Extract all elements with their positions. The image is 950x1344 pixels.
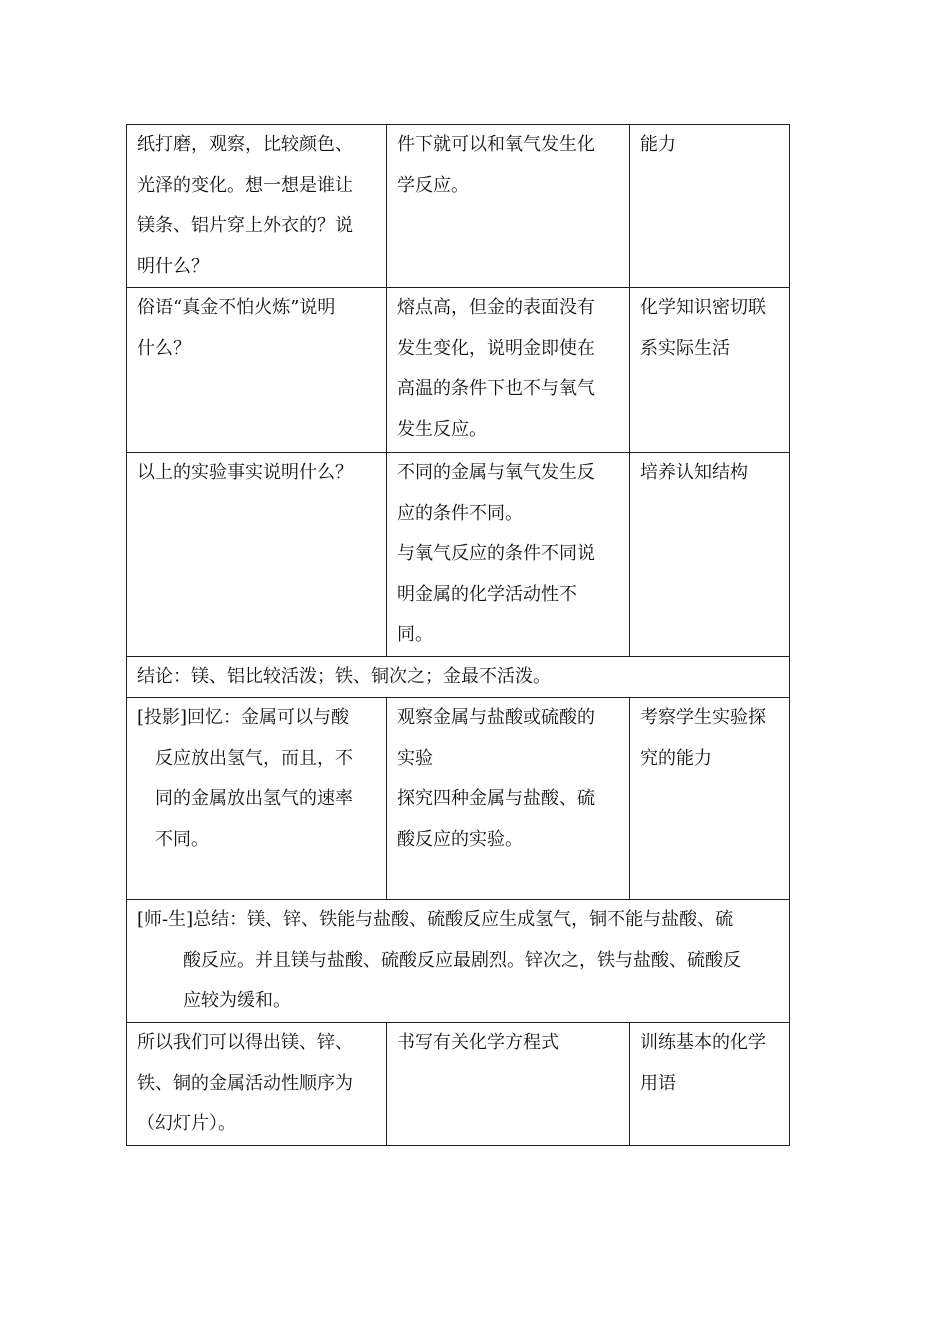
cell-text-line: [投影]回忆：金属可以与酸: [137, 707, 350, 728]
cell-text-line: 同的金属放出氢气的速率: [155, 788, 353, 809]
cell-text-line: 纸打磨，观察，比较颜色、: [137, 134, 353, 155]
design-intent-cell: [630, 698, 790, 900]
cell-text-line: 能力: [640, 134, 676, 155]
design-intent-cell: [630, 1023, 790, 1146]
cell-text-line: 训练基本的化学: [640, 1032, 766, 1053]
cell-text-line: 结论：镁、铝比较活泼；铁、铜次之；金最不活泼。: [137, 665, 551, 687]
cell-text-line: 化学知识密切联: [640, 297, 766, 318]
student-activity-cell: [387, 453, 630, 657]
cell-text-line: 所以我们可以得出镁、锌、: [137, 1032, 353, 1053]
cell-text-line: 发生变化，说明金即使在: [397, 337, 595, 359]
cell-text-line: 书写有关化学方程式: [397, 1032, 559, 1053]
cell-text-line: 不同的金属与氧气发生反: [397, 462, 595, 483]
cell-text-line: 光泽的变化。想一想是谁让: [137, 174, 353, 196]
cell-text-line: 俗语“真金不怕火炼”说明: [137, 297, 336, 318]
table-row: [127, 656, 790, 698]
cell-text-line: 什么？: [137, 337, 191, 359]
cell-text-line: 镁条、铝片穿上外衣的？说: [137, 215, 353, 236]
cell-text-line: 系实际生活: [640, 337, 730, 359]
cell-text-line: 件下就可以和氧气发生化: [397, 134, 595, 155]
table-row: [127, 900, 790, 1023]
cell-text-line: 明金属的化学活动性不: [397, 583, 577, 605]
student-activity-cell: [387, 1023, 630, 1146]
teacher-activity-cell: [127, 125, 387, 288]
table-row: [127, 698, 790, 900]
student-activity-cell: [387, 698, 630, 900]
design-intent-cell: [630, 125, 790, 288]
cell-text-line: 应较为缓和。: [183, 990, 291, 1011]
design-intent-cell: [630, 288, 790, 453]
cell-text-line: 应的条件不同。: [397, 502, 523, 524]
cell-text-line: 与氧气反应的条件不同说: [397, 543, 595, 564]
cell-text-line: 培养认知结构: [640, 462, 748, 483]
cell-text-line: 探究四种金属与盐酸、硫: [397, 788, 595, 809]
teacher-activity-cell: [127, 698, 387, 900]
table-row: [127, 288, 790, 453]
cell-text-line: 同。: [397, 624, 433, 645]
table-row: [127, 1023, 790, 1146]
cell-text-line: 高温的条件下也不与氧气: [397, 378, 595, 399]
cell-text-line: 酸反应。并且镁与盐酸、硫酸反应最剧烈。锌次之，铁与盐酸、硫酸反: [183, 949, 741, 971]
cell-text-line: [师-生]总结：镁、锌、铁能与盐酸、硫酸反应生成氢气，铜不能与盐酸、硫: [137, 909, 734, 930]
table-row: [127, 125, 790, 288]
student-activity-cell: [387, 125, 630, 288]
summary-cell: [127, 900, 790, 1023]
cell-text-line: 酸反应的实验。: [397, 828, 523, 850]
lesson-plan-table: [126, 124, 790, 1146]
cell-text-line: 反应放出氢气，而且，不: [155, 747, 353, 769]
teacher-activity-cell: [127, 288, 387, 453]
cell-text-line: 发生反应。: [397, 418, 487, 440]
table-row: [127, 453, 790, 657]
cell-text-line: 用语: [640, 1072, 676, 1094]
cell-text-line: 实验: [397, 747, 433, 769]
cell-text-line: 不同。: [155, 828, 209, 850]
cell-text-line: （幻灯片）。: [137, 1113, 236, 1134]
cell-text-line: 究的能力: [640, 747, 712, 769]
cell-text-line: 明什么？: [137, 255, 209, 277]
design-intent-cell: [630, 453, 790, 657]
teacher-activity-cell: [127, 1023, 387, 1146]
cell-text-line: 以上的实验事实说明什么？: [137, 462, 353, 483]
cell-text-line: 铁、铜的金属活动性顺序为: [137, 1072, 353, 1094]
cell-text-line: 学反应。: [397, 174, 469, 196]
cell-text-line: 观察金属与盐酸或硫酸的: [397, 707, 595, 728]
teacher-activity-cell: [127, 453, 387, 657]
conclusion-cell: [127, 656, 790, 698]
cell-text-line: 熔点高，但金的表面没有: [397, 297, 595, 318]
cell-text-line: 考察学生实验探: [640, 707, 766, 728]
student-activity-cell: [387, 288, 630, 453]
